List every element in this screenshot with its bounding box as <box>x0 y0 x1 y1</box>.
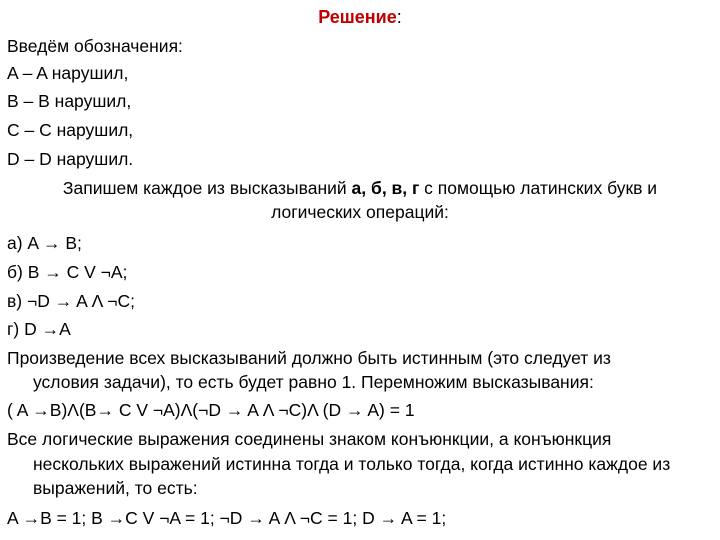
title-word: Решение <box>318 7 397 27</box>
instruction-letters: а, б, в, г <box>351 178 420 198</box>
statement-a: а) A → B; <box>7 233 82 253</box>
result-line: A →B = 1; B →C V ¬A = 1; ¬D → A Λ ¬C = 1; D → A = 1; <box>7 508 447 528</box>
title-colon: : <box>396 7 402 27</box>
statement-d: г) D →A <box>7 319 71 339</box>
product-line-1: Произведение всех высказываний должно быть истинным (это следует из <box>7 348 611 368</box>
intro-text: Введём обозначения: <box>7 36 183 56</box>
conjunction-line-1: Все логические выражения соединены знаком конъюнкции, а конъюнкция <box>7 429 612 449</box>
definition-a: A – A нарушил, <box>7 63 129 83</box>
slide-title <box>0 4 720 30</box>
statement-c: в) ¬D → A Λ ¬C; <box>7 291 135 311</box>
instruction-part1: Запишем каждое из высказываний <box>62 178 352 198</box>
conjunction-line-2: нескольких выражений истинна тогда и только тогда, когда истинно каждое из <box>33 454 671 474</box>
product-formula: ( A →B)Λ(B→ C V ¬A)Λ(¬D → A Λ ¬C)Λ (D → A) = 1 <box>7 400 415 420</box>
instruction-line-2: логических операций: <box>271 202 449 222</box>
instruction-line-1 <box>0 175 720 201</box>
definition-b: B – B нарушил, <box>7 91 132 111</box>
instruction-part2: с помощью латинских букв и <box>419 178 658 198</box>
definition-d: D – D нарушил. <box>7 149 134 169</box>
conjunction-line-3: выражений, то есть: <box>33 478 198 498</box>
definition-c: C – C нарушил, <box>7 120 134 140</box>
statement-b: б) B → C V ¬A; <box>7 262 128 282</box>
product-line-2: условия задачи), то есть будет равно 1. Перемножим высказывания: <box>33 372 594 392</box>
